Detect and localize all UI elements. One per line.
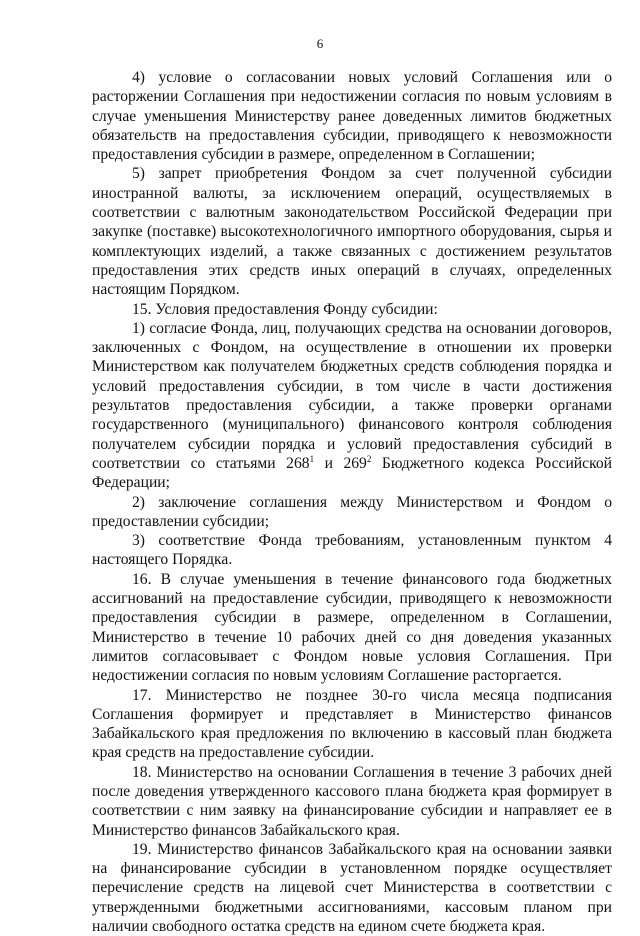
paragraph-18: 18. Министерство на основании Соглашения в течение 3 рабочих дней после доведения утвержденного кассового плана бюджета края формирует в соответствии с ним заявку на финансирование субсидии и направляет ее в Министерство финансов Забайкальского края. — [92, 763, 612, 839]
paragraph-15-2: 2) заключение соглашения между Министерством и Фондом о предоставлении субсидии; — [92, 493, 612, 530]
paragraph-15-1-end: Бюджетного кодекса Российской Федерации; — [92, 454, 612, 492]
paragraph-5: 5) запрет приобретения Фондом за счет полученной субсидии иностранной валюты, за исключением операций, осуществляемых в соответствии с валютным законодательством Российской Федерации при закупке (поставке) высокотехнологичного импортного оборудования, сырья и комплектующих изделий, а также связанных с достижением результатов предоставления этих средств иных операций в случаях, определенных настоящим Порядком. — [92, 165, 612, 299]
paragraph-4: 4) условие о согласовании новых условий Соглашения или о расторжении Соглашения при недостижении согласия по новым условиям в случае уменьшения Министерству ранее доведенных лимитов бюджетных обязательств на предоставления субсидии, приводящего к невозможности предоставления субсидии в размере, определенном в Соглашении; — [92, 69, 612, 164]
paragraph-19: 19. Министерство финансов Забайкальского края на основании заявки на финансирование субсидии в установленном порядке осуществляет перечисление средств на лицевой счет Министерства в соответствии с утвержденными бюджетными ассигнованиями, кассовым планом при наличии свободного остатка средств на едином счете бюджета края. — [92, 840, 612, 936]
paragraph-15: 15. Условия предоставления Фонду субсидии: — [132, 300, 438, 318]
paragraph-16: 16. В случае уменьшения в течение финансового года бюджетных ассигнований на предоставление субсидии, приводящего к невозможности предоставления субсидии в размере, определенном в Соглашении, Министерство в течение 10 рабочих дней со дня доведения указанных лимитов согласовывает с Фондом новые условия Соглашения. При недостижении согласия по новым условиям Соглашение расторгается. — [92, 570, 612, 685]
paragraph-17: 17. Министерство не позднее 30-го числа месяца подписания Соглашения формирует и представляет в Министерство финансов Забайкальского края предложения по включению в кассовый план бюджета края средств на предоставление субсидии. — [92, 686, 612, 762]
paragraph-15-1-mid: и 269 — [314, 454, 367, 472]
page-number: 6 — [316, 36, 324, 51]
superscript-2: 2 — [366, 453, 372, 464]
paragraph-15-3: 3) соответствие Фонда требованиям, установленным пунктом 4 настоящего Порядка. — [92, 532, 612, 569]
document-body — [92, 68, 612, 936]
paragraph-15-1 — [92, 319, 612, 493]
superscript-1: 1 — [309, 453, 315, 464]
paragraph-15-1-text: 1) согласие Фонда, лиц, получающих средства на основании договоров, заключенных с Фондом, на осуществление в отношении их проверки Министерством как получателем бюджетных средств соблюдения порядка и условий предоставления субсидии, в том числе в части достижения результатов предоставления субсидии, а также проверки органами государственного (муниципального) финансового контроля соблюдения получателем субсидии порядка и условий предоставления субсидий в соответствии со статьями 268 — [92, 319, 612, 472]
